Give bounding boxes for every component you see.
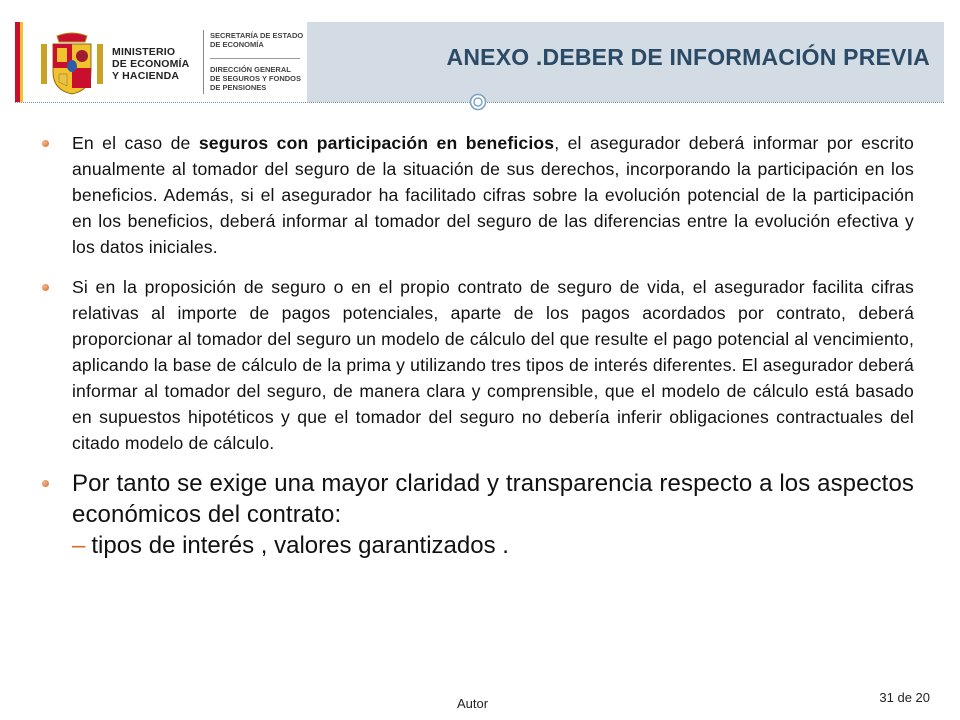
- secretaria-line-2: DE ECONOMÍA: [210, 40, 264, 49]
- logo-rule: [210, 58, 300, 59]
- bullet-text-2: Si en la proposición de seguro o en el propio contrato de seguro de vida, el asegurador facilita cifras relativas al importe de pagos potenciales, aparte de los pagos acordados por contrato, deberá proporcionar al tomador del seguro un modelo de cálculo del que resulte el pago potencial al vencimiento, aplicando la base de cálculo de la prima y utilizando tres tipos de interés diferentes. El asegurador deberá informar al tomador del seguro, de manera clara y comprensible, que el modelo de cálculo está basado en supuestos hipotéticos y que el tomador del seguro no debería inferir obligaciones contractuales del citado modelo de cálculo.: [72, 277, 914, 453]
- ministry-line-1: MINISTERIO: [112, 46, 176, 58]
- direccion-line-3: DE PENSIONES: [210, 83, 267, 92]
- bullet-item-3: [42, 468, 914, 530]
- slide-body: [42, 130, 914, 561]
- bullet-icon: [42, 140, 49, 147]
- ministry-line-3: Y HACIENDA: [112, 70, 180, 82]
- bullet-item-2: [42, 274, 914, 456]
- bullet-text-3: Por tanto se exige una mayor claridad y transparencia respecto a los aspectos económicos del contrato:: [72, 470, 914, 528]
- dash-bullet-icon: –: [72, 532, 86, 559]
- sub-bullet-text: tipos de interés , valores garantizados .: [91, 532, 509, 559]
- page-number: 31 de 20: [879, 690, 930, 705]
- secretaria-name: [210, 31, 303, 49]
- target-circle-icon: [469, 93, 487, 111]
- bullet-icon: [42, 480, 49, 487]
- bullet-item-1: [42, 130, 914, 260]
- bullet-text-1-pre: En el caso de: [72, 133, 199, 153]
- ministry-logo: [15, 22, 307, 102]
- logo-divider: [203, 30, 204, 94]
- slide-title: ANEXO .DEBER DE INFORMACIÓN PREVIA: [446, 44, 930, 70]
- bullet-text-1-post: , el asegurador deberá informar por escrito anualmente al tomador del seguro de la situación de sus derechos, incorporando la participación en los beneficios. Además, si el asegurador ha facilitado cifras sobre la evolución potencial de la participación en los beneficios, deberá informar al tomador del seguro de las diferencias entre la evolución efectiva y los datos iniciales.: [72, 133, 914, 257]
- direccion-line-2: DE SEGUROS Y FONDOS: [210, 74, 301, 83]
- ministry-name: [112, 46, 189, 82]
- direccion-name: [210, 65, 301, 92]
- bullet-text-1: [72, 130, 914, 260]
- coat-of-arms-icon: [37, 30, 107, 96]
- bullet-text-1-bold: seguros con participación en beneficios: [198, 133, 555, 153]
- bullet-icon: [42, 284, 49, 291]
- flag-stripe-yellow: [20, 22, 23, 102]
- direccion-line-1: DIRECCIÓN GENERAL: [210, 65, 291, 74]
- secretaria-line-1: SECRETARÍA DE ESTADO: [210, 31, 304, 40]
- sub-bullet-item: [42, 530, 914, 561]
- footer-author: Autor: [457, 696, 489, 711]
- ministry-line-2: DE ECONOMÍA: [112, 58, 190, 70]
